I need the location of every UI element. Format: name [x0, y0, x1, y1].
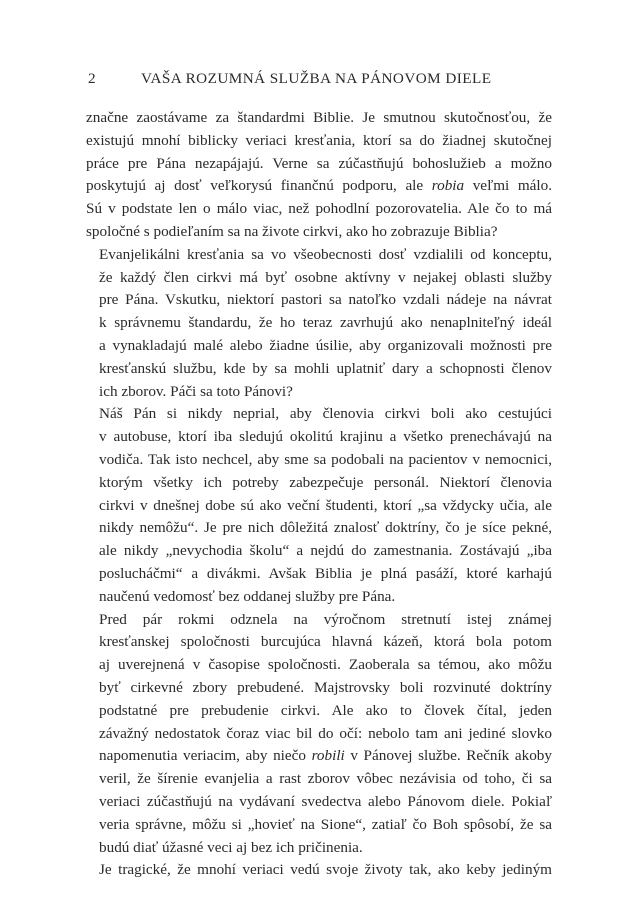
text-line: Pred pár rokmi odznela na výročnom stretnutí istej známej: [99, 610, 552, 628]
page-number: 2: [88, 70, 97, 87]
text-line: že každý člen cirkvi má byť osobne aktívny v nejakej oblasti služby: [99, 268, 552, 286]
paragraph: [86, 859, 552, 882]
text-line: kresťanskú službu, kde by sa mohli uplatniť dary a schopnosti členov: [99, 359, 552, 377]
text-line: pre Pána. Vskutku, niektorí pastori sa natoľko vzdali nádeje na návrat: [99, 291, 552, 309]
text-line: existujú mnohí biblicky veriaci kresťania, ktorí sa do žiadnej skutočnej: [86, 131, 552, 149]
text-line: značne zaostávame za štandardmi Biblie. Je smutnou skutočnosťou, že: [86, 109, 552, 126]
text-line: veria správne, môžu si „hovieť na Sione“, zatiaľ čo Boh spôsobí, že sa: [99, 815, 552, 833]
paragraph: [86, 107, 552, 244]
text-line: nikdy nemôžu“. Je pre nich dôležitá znalosť doktríny, čo je síce pekné,: [99, 519, 552, 537]
paragraph: [86, 244, 552, 404]
text-line: spoločné s podieľaním sa na živote cirkvi, ako ho zobrazuje Biblia?: [86, 222, 498, 240]
text-line: aj uverejnená v časopise spoločnosti. Zaoberala sa témou, ako môžu: [99, 656, 552, 674]
text-line: budú diať úžasné veci aj bez ich pričinenia.: [99, 838, 363, 856]
text-line: v autobuse, ktorí iba sledujú okolitú krajinu a všetko prenechávajú na: [99, 428, 552, 446]
text-line: cirkvi v dnešnej dobe sú ako veční študenti, ktorí „sa vždycky učia, ale: [99, 496, 552, 514]
text-line: Je tragické, že mnohí veriaci vedú svoje životy tak, ako keby jediným: [99, 861, 552, 879]
text-line: naučenú vedomosť bez oddanej služby pre Pána.: [99, 587, 396, 605]
text-line: poslucháčmi“ a divákmi. Avšak Biblia je plná pasáží, ktoré karhajú: [99, 564, 552, 582]
emphasized-word: robia: [431, 177, 465, 195]
running-header: [86, 70, 552, 92]
paragraph: [86, 609, 552, 860]
body-text: [86, 107, 552, 882]
text-line: poskytujú aj dosť veľkorysú finančnú podporu, ale robia veľmi málo.: [86, 177, 552, 195]
text-line: byť cirkevné zbory prebudené. Majstrovsky boli rozvinuté doktríny: [99, 678, 552, 696]
text-line: veriaci zúčastňujú na vydávaní svedectva alebo Pánovom diele. Pokiaľ: [99, 792, 552, 810]
text-line: ale nikdy „nevychodia školu“ a nejdú do zamestnania. Zostávajú „iba: [99, 542, 552, 560]
text-line: veril, že šírenie evanjelia a rast zborov vôbec nezávisia od toho, či sa: [99, 770, 552, 788]
paragraph: [86, 403, 552, 608]
text-line: k správnemu štandardu, že ho teraz zavrhujú ako nenaplniteľný ideál: [99, 314, 552, 332]
text-line: a vynakladajú malé alebo žiadne úsilie, aby organizovali možnosti pre: [99, 336, 552, 354]
text-line: závažný nedostatok čoraz viac bil do očí: nebolo tam ani jediné slovko: [99, 724, 552, 742]
text-line: napomenutia veriacim, aby niečo robili v Pánovej službe. Rečník akoby: [99, 747, 552, 765]
text-line: Evanjelikálni kresťania sa vo všeobecnosti dosť vzdialili od konceptu,: [99, 245, 552, 263]
text-line: vodiča. Tak isto nechcel, aby sme sa podobali na pacientov v nemocnici,: [99, 450, 552, 468]
text-line: ktorým všetky ich potreby zabezpečuje personál. Niektorí členovia: [99, 473, 552, 491]
text-line: kresťanskej spoločnosti burcujúca hlavná kázeň, ktorá bola potom: [99, 633, 552, 651]
text-line: Náš Pán si nikdy neprial, aby členovia cirkvi boli ako cestujúci: [99, 405, 552, 423]
text-line: Sú v podstate len o málo viac, než pohodlní pozorovatelia. Ale čo to má: [86, 200, 552, 218]
text-line: práce pre Pána nezapájajú. Verne sa zúčastňujú bohoslužieb a možno: [86, 154, 552, 172]
running-title: VAŠA ROZUMNÁ SLUŽBA NA PÁNOVOM DIELE: [141, 70, 492, 87]
text-line: ich zborov. Páči sa toto Pánovi?: [99, 382, 293, 400]
emphasized-word: robili: [311, 747, 345, 765]
text-line: podstatné pre prebudenie cirkvi. Ale ako to človek čítal, jeden: [99, 701, 552, 719]
